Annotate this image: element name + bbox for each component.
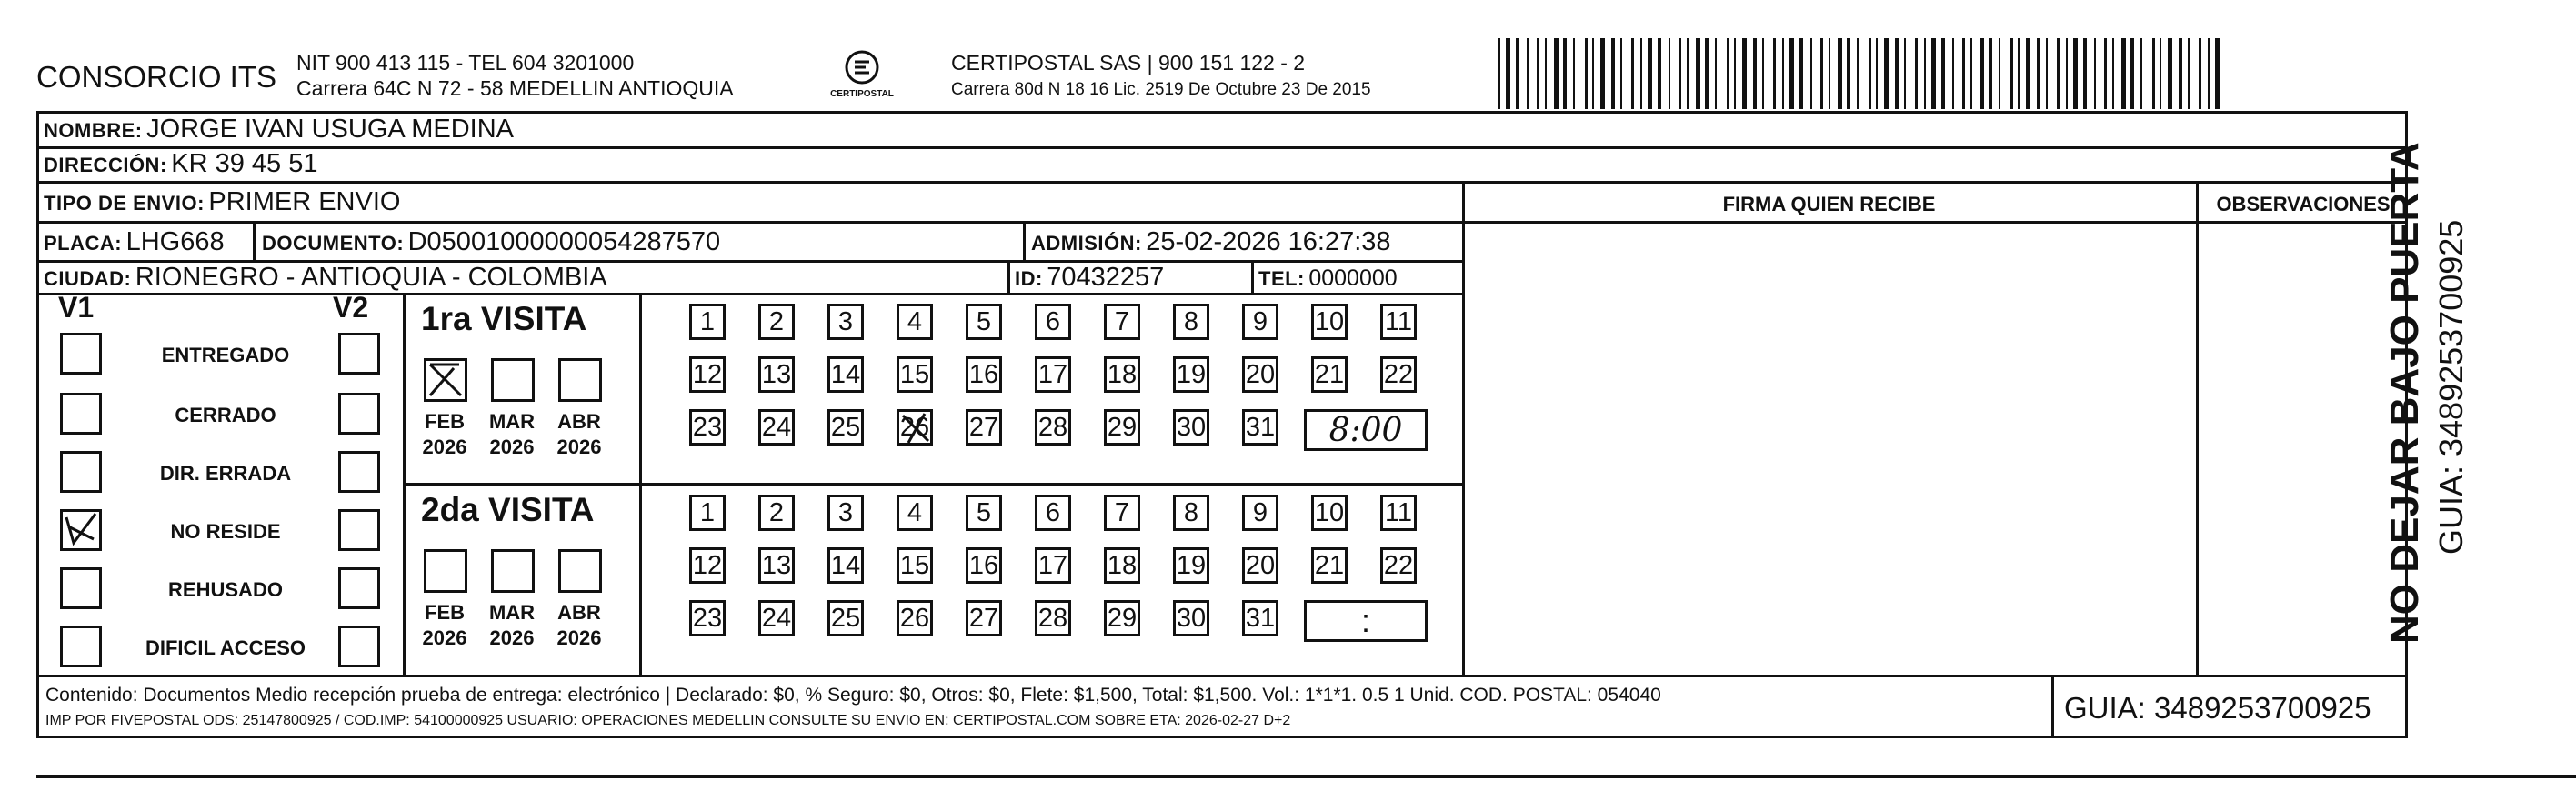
check-mark-icon bbox=[426, 361, 465, 399]
status-label: ENTREGADO bbox=[161, 344, 290, 366]
barcode-bar bbox=[1620, 38, 1622, 109]
barcode-bar bbox=[1545, 38, 1547, 109]
barcode-bar bbox=[2083, 38, 2087, 109]
barcode-bar bbox=[2018, 38, 2020, 109]
barcode-bar bbox=[2215, 38, 2220, 109]
barcode-bar bbox=[1631, 38, 1634, 109]
barcode-bar bbox=[1573, 38, 1575, 109]
bottom-edge bbox=[36, 775, 2576, 778]
v1-label: V1 bbox=[58, 291, 95, 324]
barcode-bar bbox=[2037, 38, 2040, 109]
day-box[interactable]: 26 bbox=[897, 409, 933, 446]
barcode-bar bbox=[1789, 38, 1794, 109]
barcode-bar bbox=[1820, 38, 1823, 109]
day-box[interactable]: 9 bbox=[1242, 304, 1278, 340]
day-box[interactable]: 9 bbox=[1242, 495, 1278, 531]
day-box[interactable]: 30 bbox=[1173, 600, 1209, 636]
day-box[interactable]: 14 bbox=[827, 356, 864, 393]
barcode-bar bbox=[2066, 38, 2068, 109]
day-box[interactable]: 15 bbox=[897, 547, 933, 584]
day-box[interactable]: 6 bbox=[1035, 304, 1071, 340]
month-label: FEB 2026 bbox=[422, 601, 467, 649]
month-checkbox[interactable] bbox=[424, 549, 467, 593]
strike-mark-icon bbox=[899, 412, 932, 445]
barcode-bar bbox=[1592, 38, 1594, 109]
barcode-bar bbox=[1669, 38, 1670, 109]
day-box[interactable]: 3 bbox=[827, 304, 864, 340]
day-box[interactable]: 19 bbox=[1173, 547, 1209, 584]
barcode-bar bbox=[2179, 38, 2182, 109]
ciudad-label: CIUDAD: bbox=[44, 267, 132, 290]
barcode-bar bbox=[2160, 38, 2161, 109]
barcode-bar bbox=[1687, 38, 1689, 109]
direccion-value: KR 39 45 51 bbox=[171, 149, 318, 178]
barcode-bar bbox=[2152, 38, 2155, 109]
v2-checkbox[interactable] bbox=[338, 393, 380, 435]
company-name: CONSORCIO ITS bbox=[36, 60, 277, 94]
day-box[interactable]: 16 bbox=[966, 356, 1002, 393]
day-box[interactable]: 23 bbox=[689, 600, 726, 636]
day-box[interactable]: 10 bbox=[1311, 495, 1348, 531]
month-checkbox[interactable] bbox=[558, 358, 602, 402]
day-box[interactable]: 20 bbox=[1242, 356, 1278, 393]
day-box[interactable]: 28 bbox=[1035, 600, 1071, 636]
month-label: MAR 2026 bbox=[488, 601, 536, 649]
second-visit-title: 2da VISITA bbox=[421, 491, 595, 528]
tel-field bbox=[1258, 265, 1398, 292]
company-line1: NIT 900 413 115 - TEL 604 3201000 bbox=[296, 51, 635, 75]
barcode-bar bbox=[2140, 38, 2142, 109]
day-box[interactable]: 22 bbox=[1380, 356, 1417, 393]
day-box[interactable]: 27 bbox=[966, 600, 1002, 636]
barcode-bar bbox=[1527, 38, 1529, 109]
barcode-bar bbox=[1989, 38, 1992, 109]
day-box[interactable]: 17 bbox=[1035, 356, 1071, 393]
day-box[interactable]: 26 bbox=[897, 600, 933, 636]
barcode-bar bbox=[2121, 38, 2126, 109]
barcode-bar bbox=[1980, 38, 1984, 109]
day-box[interactable]: 27 bbox=[966, 409, 1002, 446]
barcode-bar bbox=[2208, 38, 2210, 109]
v1-checkbox[interactable] bbox=[60, 333, 102, 375]
day-box[interactable]: 2 bbox=[758, 495, 795, 531]
time-box[interactable]: 8:00 bbox=[1304, 409, 1428, 451]
barcode-bar bbox=[1658, 38, 1661, 109]
barcode-bar bbox=[2010, 38, 2013, 109]
footer-line1: Contenido: Documentos Medio recepción prueba de entrega: electrónico | Declarado: $0, % Seguro: $0, Otros: $0, Flete: $1,500, Total: $1,500. Vol.: 1*1*1. 0.5 1 Unid. COD. POSTAL: 054040 bbox=[45, 685, 1661, 706]
tipo-label: TIPO DE ENVIO: bbox=[44, 192, 205, 215]
day-box[interactable]: 6 bbox=[1035, 495, 1071, 531]
v1-checkbox[interactable] bbox=[60, 451, 102, 493]
barcode-bar bbox=[1696, 38, 1700, 109]
day-box[interactable]: 4 bbox=[897, 495, 933, 531]
barcode-bar bbox=[1773, 38, 1776, 109]
company-line2: Carrera 64C N 72 - 58 MEDELLIN ANTIOQUIA bbox=[296, 76, 734, 100]
day-box[interactable]: 24 bbox=[758, 409, 795, 446]
barcode-bar bbox=[1962, 38, 1965, 109]
month-label: MAR 2026 bbox=[488, 410, 536, 458]
barcode-bar bbox=[1999, 38, 2000, 109]
status-label: DIR. ERRADA bbox=[159, 462, 292, 485]
v2-checkbox[interactable] bbox=[338, 567, 380, 609]
placa-value: LHG668 bbox=[125, 227, 225, 256]
footer-guia: GUIA: 3489253700925 bbox=[2064, 691, 2371, 725]
month-label: ABR 2026 bbox=[556, 410, 602, 458]
barcode-bar bbox=[1895, 38, 1899, 109]
side-warning: NO DEJAR BAJO PUERTA bbox=[2382, 142, 2427, 644]
v1-checkbox[interactable] bbox=[60, 567, 102, 609]
barcode-bar bbox=[2168, 38, 2172, 109]
barcode-bar bbox=[1734, 38, 1736, 109]
tel-label: TEL: bbox=[1258, 267, 1305, 290]
barcode-bar bbox=[2199, 38, 2201, 109]
day-box[interactable]: 12 bbox=[689, 547, 726, 584]
day-box[interactable]: 12 bbox=[689, 356, 726, 393]
barcode-bar bbox=[1498, 38, 1500, 109]
day-box[interactable]: 31 bbox=[1242, 600, 1278, 636]
day-box[interactable]: 25 bbox=[827, 409, 864, 446]
day-box[interactable]: 18 bbox=[1104, 356, 1140, 393]
barcode-bar bbox=[2057, 38, 2060, 109]
admision-value: 25-02-2026 16:27:38 bbox=[1146, 227, 1391, 256]
barcode-bar bbox=[1915, 38, 1918, 109]
admision-field bbox=[1031, 227, 1391, 257]
barcode-bar bbox=[2104, 38, 2107, 109]
carrier-line2: Carrera 80d N 18 16 Lic. 2519 De Octubre 23 De 2015 bbox=[951, 80, 1371, 99]
day-box[interactable]: 21 bbox=[1311, 547, 1348, 584]
v2-checkbox[interactable] bbox=[338, 509, 380, 551]
month-checkbox[interactable] bbox=[491, 549, 535, 593]
barcode-bar bbox=[1799, 38, 1803, 109]
barcode-bar bbox=[2073, 38, 2078, 109]
tipo-value: PRIMER ENVIO bbox=[208, 187, 401, 216]
barcode-bar bbox=[1742, 38, 1747, 109]
barcode-bar bbox=[1563, 38, 1567, 109]
barcode-bar bbox=[1762, 38, 1764, 109]
ciudad-field bbox=[44, 263, 607, 293]
barcode-bar bbox=[1640, 38, 1642, 109]
logo-text: CERTIPOSTAL bbox=[830, 89, 894, 99]
day-box[interactable]: 20 bbox=[1242, 547, 1278, 584]
barcode-bar bbox=[1924, 38, 1926, 109]
status-label: CERRADO bbox=[175, 404, 276, 426]
day-box[interactable]: 29 bbox=[1104, 409, 1140, 446]
day-box[interactable]: 19 bbox=[1173, 356, 1209, 393]
day-box[interactable]: 13 bbox=[758, 356, 795, 393]
barcode-bar bbox=[2112, 38, 2114, 109]
barcode-bar bbox=[1679, 38, 1681, 109]
barcode-bar bbox=[2026, 38, 2030, 109]
barcode bbox=[1498, 38, 2226, 109]
day-box[interactable]: 30 bbox=[1173, 409, 1209, 446]
placa-field bbox=[44, 227, 225, 257]
v2-checkbox[interactable] bbox=[338, 626, 380, 667]
day-box[interactable]: 24 bbox=[758, 600, 795, 636]
day-box[interactable]: 7 bbox=[1104, 495, 1140, 531]
status-label: DIFICIL ACCESO bbox=[145, 636, 306, 659]
barcode-bar bbox=[2188, 38, 2190, 109]
v2-label: V2 bbox=[333, 291, 369, 324]
direccion-row bbox=[44, 149, 317, 179]
day-box[interactable]: 1 bbox=[689, 304, 726, 340]
documento-value: D05001000000054287570 bbox=[407, 227, 721, 256]
footer-line2: IMP POR FIVEPOSTAL ODS: 25147800925 / COD.IMP: 54100000925 USUARIO: OPERACIONES MEDELLIN CONSULTE SU ENVIO EN: CERTIPOSTAL.COM SOBRE ETA: 2026-02-27 D+2 bbox=[45, 713, 1291, 728]
day-box[interactable]: 11 bbox=[1380, 304, 1417, 340]
barcode-bar bbox=[1600, 38, 1605, 109]
barcode-bar bbox=[1516, 38, 1519, 109]
day-box[interactable]: 21 bbox=[1311, 356, 1348, 393]
day-box[interactable]: 3 bbox=[827, 495, 864, 531]
ciudad-value: RIONEGRO - ANTIOQUIA - COLOMBIA bbox=[135, 263, 607, 292]
day-box[interactable]: 11 bbox=[1380, 495, 1417, 531]
day-box[interactable]: 2 bbox=[758, 304, 795, 340]
month-label: ABR 2026 bbox=[556, 601, 602, 649]
barcode-bar bbox=[1648, 38, 1652, 109]
barcode-bar bbox=[1884, 38, 1889, 109]
firma-label: FIRMA QUIEN RECIBE bbox=[1722, 193, 1936, 215]
day-box[interactable]: 22 bbox=[1380, 547, 1417, 584]
id-field bbox=[1015, 263, 1164, 293]
day-box[interactable]: 29 bbox=[1104, 600, 1140, 636]
barcode-bar bbox=[1782, 38, 1784, 109]
id-label: ID: bbox=[1015, 267, 1043, 290]
month-checkbox[interactable] bbox=[424, 358, 467, 402]
nombre-row bbox=[44, 115, 514, 145]
documento-label: DOCUMENTO: bbox=[262, 232, 405, 255]
barcode-bar bbox=[2130, 38, 2134, 109]
barcode-bar bbox=[1847, 38, 1850, 109]
barcode-bar bbox=[1869, 38, 1871, 109]
nombre-value: JORGE IVAN USUGA MEDINA bbox=[146, 115, 514, 144]
day-box[interactable]: 17 bbox=[1035, 547, 1071, 584]
barcode-bar bbox=[1715, 38, 1717, 109]
check-mark-icon bbox=[63, 512, 99, 548]
day-box[interactable]: 4 bbox=[897, 304, 933, 340]
barcode-bar bbox=[1727, 38, 1729, 109]
day-box[interactable]: 13 bbox=[758, 547, 795, 584]
barcode-bar bbox=[1506, 38, 1510, 109]
day-box[interactable]: 5 bbox=[966, 304, 1002, 340]
barcode-bar bbox=[1585, 38, 1588, 109]
barcode-bar bbox=[2094, 38, 2096, 109]
certipostal-logo bbox=[827, 45, 897, 109]
barcode-bar bbox=[1970, 38, 1972, 109]
barcode-bar bbox=[1876, 38, 1878, 109]
barcode-bar bbox=[1753, 38, 1757, 109]
v1-checkbox[interactable] bbox=[60, 509, 102, 551]
admision-label: ADMISIÓN: bbox=[1031, 232, 1142, 255]
month-checkbox[interactable] bbox=[558, 549, 602, 593]
time-box[interactable]: : bbox=[1304, 600, 1428, 642]
day-box[interactable]: 23 bbox=[689, 409, 726, 446]
v1-checkbox[interactable] bbox=[60, 626, 102, 667]
barcode-bar bbox=[1829, 38, 1830, 109]
documento-field bbox=[262, 227, 720, 257]
barcode-bar bbox=[1904, 38, 1906, 109]
day-box[interactable]: 14 bbox=[827, 547, 864, 584]
barcode-bar bbox=[1537, 38, 1539, 109]
day-box[interactable]: 10 bbox=[1311, 304, 1348, 340]
v2-checkbox[interactable] bbox=[338, 333, 380, 375]
barcode-bar bbox=[1857, 38, 1859, 109]
barcode-bar bbox=[1941, 38, 1945, 109]
day-box[interactable]: 8 bbox=[1173, 495, 1209, 531]
barcode-bar bbox=[1952, 38, 1954, 109]
carrier-line1: CERTIPOSTAL SAS | 900 151 122 - 2 bbox=[951, 51, 1306, 75]
day-box[interactable]: 31 bbox=[1242, 409, 1278, 446]
tel-value: 0000000 bbox=[1308, 265, 1398, 291]
barcode-bar bbox=[1931, 38, 1936, 109]
barcode-bar bbox=[1554, 38, 1559, 109]
day-box[interactable]: 25 bbox=[827, 600, 864, 636]
barcode-bar bbox=[2046, 38, 2048, 109]
day-box[interactable]: 18 bbox=[1104, 547, 1140, 584]
status-label: REHUSADO bbox=[168, 578, 283, 601]
status-label: NO RESIDE bbox=[170, 520, 281, 543]
v1-checkbox[interactable] bbox=[60, 393, 102, 435]
side-guia: GUIA: 3489253700925 bbox=[2432, 219, 2470, 555]
barcode-bar bbox=[1810, 38, 1812, 109]
day-box[interactable]: 1 bbox=[689, 495, 726, 531]
day-box[interactable]: 8 bbox=[1173, 304, 1209, 340]
v2-checkbox[interactable] bbox=[338, 451, 380, 493]
month-label: FEB 2026 bbox=[422, 410, 467, 458]
id-value: 70432257 bbox=[1047, 263, 1165, 292]
placa-label: PLACA: bbox=[44, 232, 123, 255]
direccion-label: DIRECCIÓN: bbox=[44, 154, 167, 176]
certipostal-logo-icon bbox=[827, 45, 897, 109]
nombre-label: NOMBRE: bbox=[44, 119, 143, 142]
day-box[interactable]: 16 bbox=[966, 547, 1002, 584]
first-visit-title: 1ra VISITA bbox=[421, 300, 587, 337]
day-box[interactable]: 5 bbox=[966, 495, 1002, 531]
barcode-bar bbox=[1705, 38, 1709, 109]
day-box[interactable]: 28 bbox=[1035, 409, 1071, 446]
barcode-bar bbox=[1611, 38, 1615, 109]
day-box[interactable]: 15 bbox=[897, 356, 933, 393]
observaciones-label: OBSERVACIONES bbox=[2216, 193, 2391, 215]
day-box[interactable]: 7 bbox=[1104, 304, 1140, 340]
month-checkbox[interactable] bbox=[491, 358, 535, 402]
barcode-bar bbox=[1838, 38, 1842, 109]
tipo-row bbox=[44, 187, 400, 217]
